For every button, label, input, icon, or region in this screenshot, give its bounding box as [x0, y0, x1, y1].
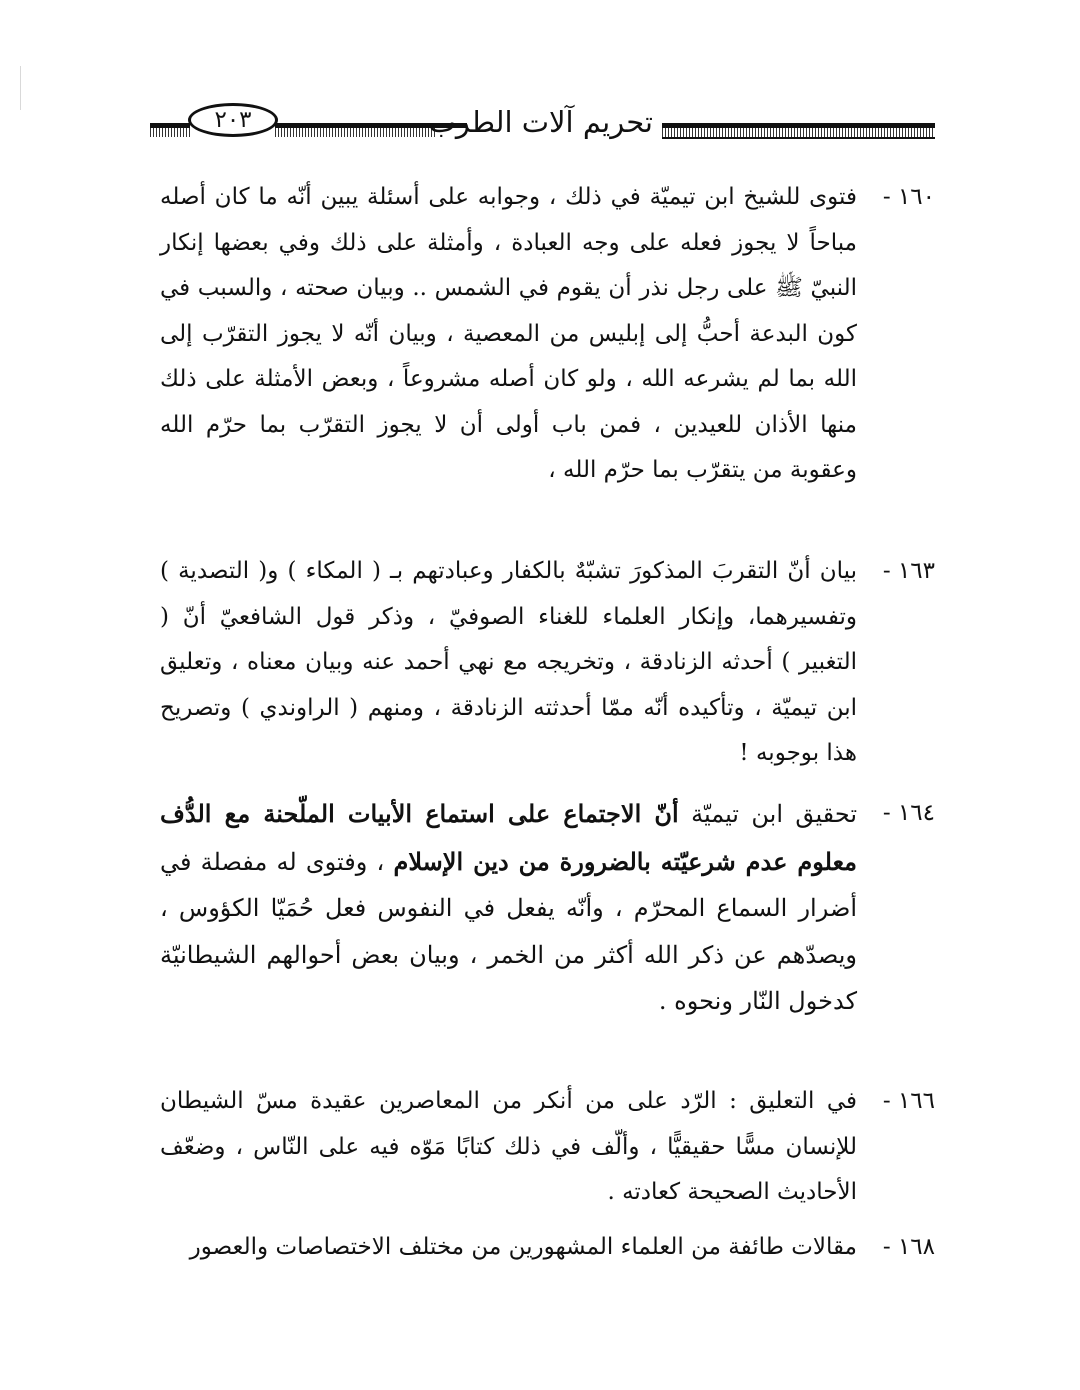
page-number: ٢٠٣	[188, 103, 278, 137]
header-rule-middle	[275, 123, 437, 137]
index-entry	[160, 1225, 935, 1271]
page-body	[160, 175, 935, 1273]
running-header	[150, 92, 935, 160]
entry-page-number: ١٦٦ -	[882, 1088, 935, 1114]
entry-text-bold: أنّ الاجتماع على استماع الأبيات الملّحنة مع الدُّف معلوم عدم شرعيّته بالضرورة من دين الإسلام	[160, 799, 857, 876]
entry-page-number: ١٦٠ -	[882, 184, 935, 210]
entry-page-number: ١٦٨ -	[882, 1234, 935, 1260]
index-entry	[160, 791, 935, 1071]
index-entry	[160, 549, 935, 781]
entry-text: فتوى للشيخ ابن تيميّة في ذلك ، وجوابه على أسئلة يبين أنّه ما كان أصله مباحاً لا يجوز فعله على وجه العبادة ، وأمثلة على ذلك وفي بعضها إنكار النبيّ ﷺ على رجل نذر أن يقوم في الشمس .. وبيان صحته ، والسبب في كون البدعة أحبُّ إلى إبليس من المعصية ، وبيان أنّه لا يجوز التقرّب إلى الله بما لم يشرعه الله ، ولو كان أصله مشروعاً ، وبعض الأمثلة على ذلك منها الأذان للعيدين ، فمن باب أولى أن لا يجوز التقرّب بما حرّم الله وعقوبة من يتقرّب بما حرّم الله ،	[160, 184, 857, 483]
index-entry	[160, 1079, 935, 1217]
header-rule-left	[150, 123, 190, 137]
scan-edge-mark	[20, 66, 21, 110]
running-title: تحريم آلات الطرب	[428, 105, 653, 139]
entry-text: بيان أنّ التقربَ المذكورَ تشبّهٌ بالكفار وعبادتهم بـ ( المكاء ) و( التصدية ) وتفسيرهما، وإنكار العلماء للغناء الصوفيّ ، وذكر قول الشافعيّ أنّ ( التغبير ) أحدثه الزنادقة ، وتخريجه مع نهي أحمد عنه وبيان معناه ، وتعليق ابن تيميّة ، وتأكيده أنّه ممّا أحدثته الزنادقة ، ومنهم ( الراوندي ) وتصريح هذا بوجوبه !	[160, 558, 857, 766]
entry-text-rest: ، وفتوى له مفصلة في أضرار السماع المحرّم ، وأنّه يفعل في النفوس فعل حُمَيّا الكؤوس ، ويصدّهم عن ذكر الله أكثر من الخمر ، وبيان بعض أحوالهم الشيطانيّة كدخول النّار ونحوه .	[160, 847, 857, 1015]
entry-page-number: ١٦٤ -	[882, 800, 935, 826]
entry-text	[160, 800, 857, 1015]
index-entry	[160, 175, 935, 545]
entry-page-number: ١٦٣ -	[882, 558, 935, 584]
header-rule-right	[662, 123, 935, 137]
entry-text-lead: تحقيق ابن تيميّة	[678, 800, 857, 828]
entry-text: في التعليق : الرّد على من أنكر من المعاصرين عقيدة مسّ الشيطان للإنسان مسًّا حقيقيًّا ، وألّف في ذلك كتابًا مَوّه فيه على النّاس ، وضعّف الأحاديث الصحيحة كعادته .	[160, 1088, 857, 1205]
entry-text: مقالات طائفة من العلماء المشهورين من مختلف الاختصاصات والعصور	[189, 1234, 857, 1260]
